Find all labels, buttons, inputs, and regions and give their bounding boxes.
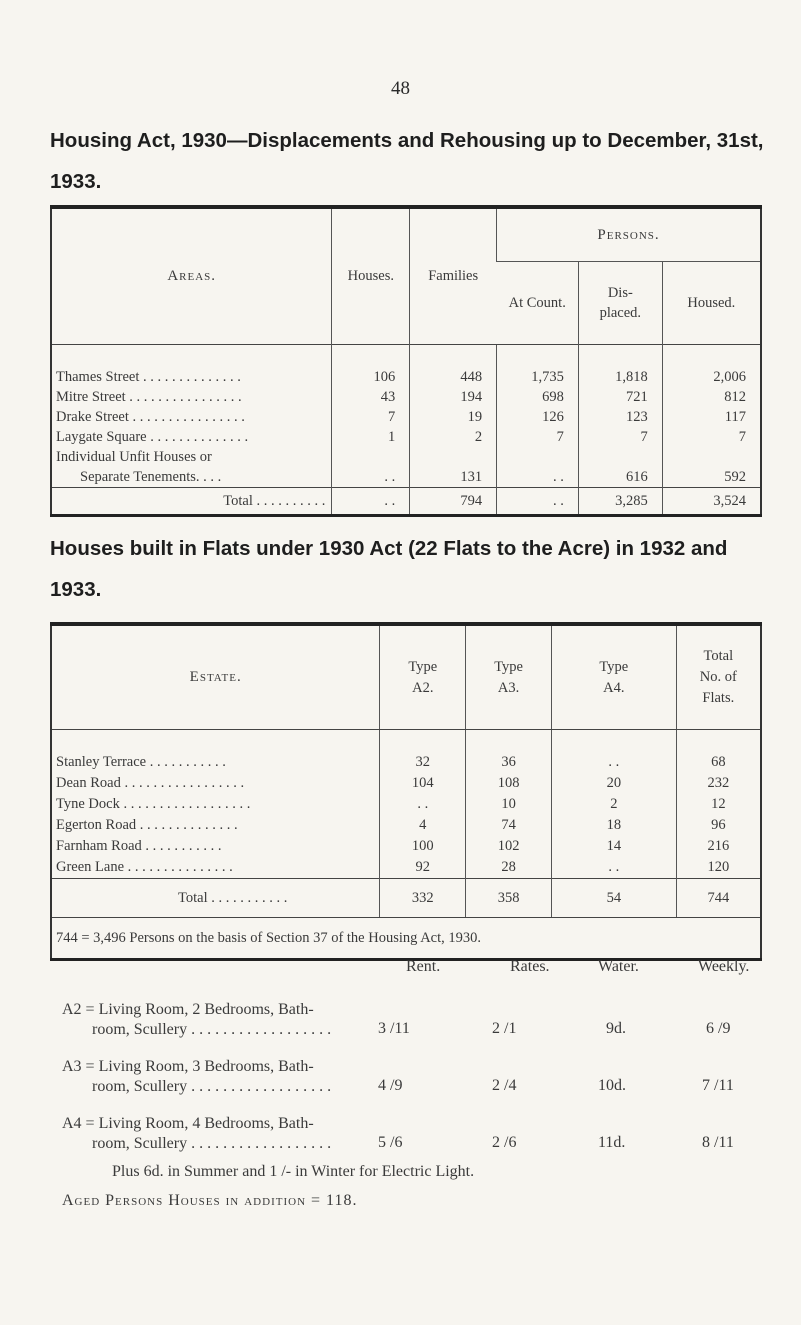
cell-area: Drake Street . . . . . . . . . . . . . . . . [56, 409, 245, 425]
cell-total: 232 [676, 773, 761, 794]
cell-displaced: 3,285 [578, 488, 662, 516]
cell-a3: 28 [466, 857, 552, 879]
header-water: Water. [598, 958, 639, 975]
cell-families: 194 [410, 387, 497, 407]
flats-table [50, 622, 762, 961]
header-persons: Persons. [497, 207, 761, 262]
cell-a2: 332 [380, 879, 466, 918]
cell-a2: 104 [380, 773, 466, 794]
cell-at-count: . . [497, 467, 579, 488]
water-value: 10d. [598, 1077, 626, 1094]
rents-section [62, 958, 801, 1153]
persons-note: 744 = 3,496 Persons on the basis of Section 37 of the Housing Act, 1930. [56, 929, 482, 946]
cell-houses: . . [332, 488, 410, 516]
rent-row-a3 [62, 1039, 801, 1096]
rent-row-a2 [62, 982, 801, 1039]
cell-estate: Dean Road . . . . . . . . . . . . . . . . . [56, 775, 245, 791]
table-row [51, 773, 761, 794]
cell-housed: 812 [662, 387, 761, 407]
rent-desc-line1: A3 = Living Room, 3 Bedrooms, Bath- [62, 1058, 314, 1075]
cell-displaced: 721 [578, 387, 662, 407]
weekly-value: 8 /11 [702, 1134, 734, 1151]
rent-value: 3 /11 [378, 1020, 410, 1037]
cell-housed: 117 [662, 407, 761, 427]
cell-families: 131 [410, 467, 497, 488]
water-value: 11d. [598, 1134, 626, 1151]
rent-desc-line2: room, Scullery . . . . . . . . . . . . . . . . . . [92, 1135, 332, 1152]
weekly-value: 7 /11 [702, 1077, 734, 1094]
rent-desc-line2: room, Scullery . . . . . . . . . . . . . . . . . . [92, 1021, 332, 1038]
rates-value: 2 /6 [492, 1134, 517, 1151]
note-row [51, 918, 761, 960]
table-row [51, 427, 761, 447]
cell-families: 794 [410, 488, 497, 516]
electric-light-note: Plus 6d. in Summer and 1 /- in Winter for Electric Light. [112, 1163, 475, 1180]
cell-a4: . . [552, 730, 677, 774]
cell-housed: 2,006 [662, 345, 761, 388]
cell-a4: 54 [552, 879, 677, 918]
header-families: Families [410, 207, 497, 345]
cell-families: 2 [410, 427, 497, 447]
table-row [51, 815, 761, 836]
cell-displaced: 7 [578, 427, 662, 447]
cell-area: Individual Unfit Houses or [56, 449, 212, 465]
header-rates: Rates. [510, 958, 550, 975]
cell-area: Mitre Street . . . . . . . . . . . . . . . . [56, 389, 242, 405]
cell-a2: . . [380, 794, 466, 815]
header-total-flats: Total No. of Flats. [676, 624, 761, 730]
cell-a3: 36 [466, 730, 552, 774]
cell-at-count: . . [497, 488, 579, 516]
cell-a3: 10 [466, 794, 552, 815]
cell-families: 19 [410, 407, 497, 427]
cell-total: 216 [676, 836, 761, 857]
table-row [51, 407, 761, 427]
water-value: 9d. [606, 1020, 626, 1037]
rates-value: 2 /4 [492, 1077, 517, 1094]
cell-a4: . . [552, 857, 677, 879]
cell-a3: 358 [466, 879, 552, 918]
cell-a4: 2 [552, 794, 677, 815]
rent-value: 4 /9 [378, 1077, 403, 1094]
rent-row-a4 [62, 1096, 801, 1153]
cell-total: 120 [676, 857, 761, 879]
total-row [51, 488, 761, 516]
cell-area: Separate Tenements. . . . [80, 469, 222, 485]
cell-at-count: 1,735 [497, 345, 579, 388]
cell-total: 744 [676, 879, 761, 918]
cell-a2: 100 [380, 836, 466, 857]
page-number: 48 [391, 78, 410, 99]
table-row [51, 345, 761, 388]
cell-total: 68 [676, 730, 761, 774]
header-housed: Housed. [662, 262, 761, 345]
table-row [51, 857, 761, 879]
cell-area: Thames Street . . . . . . . . . . . . . . [51, 345, 332, 388]
cell-displaced: 123 [578, 407, 662, 427]
cell-estate: Green Lane . . . . . . . . . . . . . . . [56, 859, 233, 875]
cell-a2: 32 [380, 730, 466, 774]
cell-a4: 18 [552, 815, 677, 836]
header-rent: Rent. [406, 958, 441, 975]
cell-at-count: 126 [497, 407, 579, 427]
cell-total-label: Total . . . . . . . . . . . [51, 879, 380, 918]
rent-desc-line1: A4 = Living Room, 4 Bedrooms, Bath- [62, 1115, 314, 1132]
cell-estate: Stanley Terrace . . . . . . . . . . . [56, 754, 226, 770]
header-type-a4: Type A4. [552, 624, 677, 730]
table-row [51, 794, 761, 815]
cell-housed: 7 [662, 427, 761, 447]
cell-houses: 1 [332, 427, 410, 447]
weekly-value: 6 /9 [706, 1020, 731, 1037]
cell-housed: 592 [662, 467, 761, 488]
heading-displacements: Housing Act, 1930—Displacements and Rehousing up to December, 31st, 1933. [50, 129, 764, 193]
rates-value: 2 /1 [492, 1020, 517, 1037]
header-weekly: Weekly. [698, 958, 750, 975]
table-row [51, 836, 761, 857]
table-row [51, 467, 761, 488]
header-displaced: Dis- placed. [578, 262, 662, 345]
rent-value: 5 /6 [378, 1134, 403, 1151]
cell-displaced: 616 [578, 467, 662, 488]
header-type-a3: Type A3. [466, 624, 552, 730]
cell-a4: 20 [552, 773, 677, 794]
table-row [51, 730, 761, 774]
cell-estate: Farnham Road . . . . . . . . . . . [56, 838, 222, 854]
cell-a2: 92 [380, 857, 466, 879]
cell-houses: 43 [332, 387, 410, 407]
cell-total: 12 [676, 794, 761, 815]
cell-families: 448 [410, 345, 497, 388]
cell-houses: 106 [332, 345, 410, 388]
cell-total: 96 [676, 815, 761, 836]
cell-displaced: 1,818 [578, 345, 662, 388]
cell-a3: 102 [466, 836, 552, 857]
table-row [51, 387, 761, 407]
table-row [51, 447, 761, 467]
cell-at-count: 7 [497, 427, 579, 447]
header-houses: Houses. [332, 207, 410, 345]
rent-desc-line2: room, Scullery . . . . . . . . . . . . . . . . . . [92, 1078, 332, 1095]
cell-housed: 3,524 [662, 488, 761, 516]
cell-at-count: 698 [497, 387, 579, 407]
header-type-a2: Type A2. [380, 624, 466, 730]
cell-total-label: Total . . . . . . . . . . [51, 488, 332, 516]
cell-a4: 14 [552, 836, 677, 857]
cell-area: Laygate Square . . . . . . . . . . . . . . [56, 429, 249, 445]
cell-a3: 108 [466, 773, 552, 794]
cell-estate: Egerton Road . . . . . . . . . . . . . . [56, 817, 238, 833]
cell-a2: 4 [380, 815, 466, 836]
rent-desc-line1: A2 = Living Room, 2 Bedrooms, Bath- [62, 1001, 314, 1018]
rents-header [62, 958, 801, 982]
total-row [51, 879, 761, 918]
header-at-count: At Count. [497, 262, 579, 345]
cell-estate: Tyne Dock . . . . . . . . . . . . . . . . . . [56, 796, 251, 812]
displacements-table [50, 205, 762, 517]
cell-a3: 74 [466, 815, 552, 836]
aged-persons-note: Aged Persons Houses in addition = 118. [62, 1192, 358, 1209]
cell-houses: 7 [332, 407, 410, 427]
header-estate: Estate. [51, 624, 380, 730]
cell-houses: . . [332, 467, 410, 488]
heading-flats: Houses built in Flats under 1930 Act (22 Flats to the Acre) in 1932 and 1933. [50, 537, 728, 601]
header-areas: Areas. [167, 268, 217, 284]
